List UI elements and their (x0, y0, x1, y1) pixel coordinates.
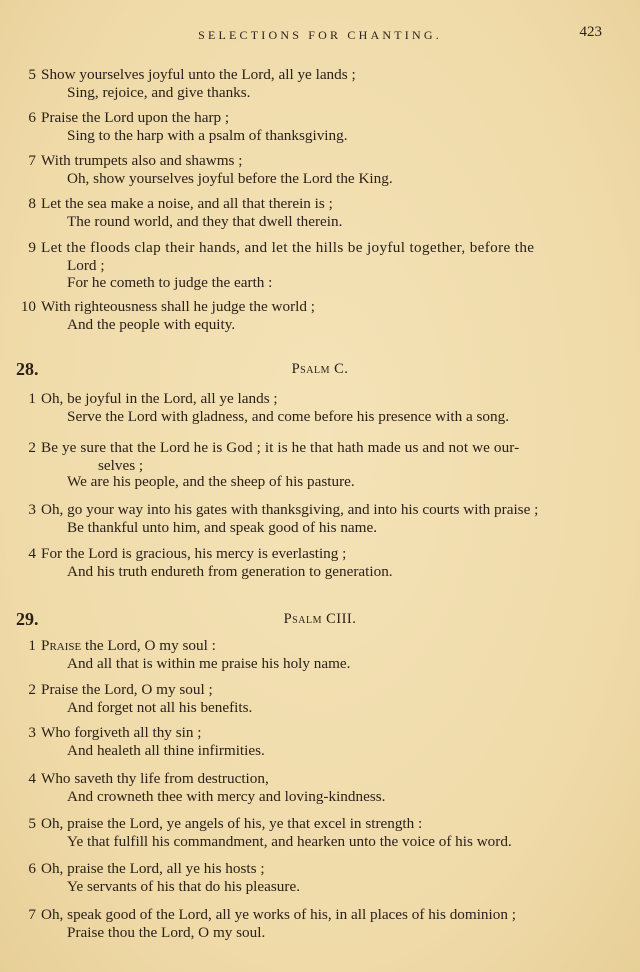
verse-number: 3 (28, 724, 36, 741)
verse-number: 8 (28, 195, 36, 212)
verse-response: And crowneth thee with mercy and loving-kindness. (67, 788, 386, 805)
verse-line: Praise the Lord upon the harp ; (41, 109, 230, 126)
verse-response: Sing to the harp with a psalm of thanksgiving. (67, 127, 348, 144)
verse-line: Oh, praise the Lord, ye angels of his, ye that excel in strength : (41, 815, 423, 832)
verse-line: Who saveth thy life from destruction, (41, 770, 269, 787)
verse-line: Who forgiveth all thy sin ; (41, 724, 202, 741)
verse-response: Oh, show yourselves joyful before the Lord the King. (67, 170, 393, 187)
verse-response: For he cometh to judge the earth : (67, 274, 273, 291)
running-title: SELECTIONS FOR CHANTING. (198, 28, 442, 42)
verse-response: And healeth all thine infirmities. (67, 742, 265, 759)
verse-number: 7 (28, 152, 36, 169)
drop-word: Praise (41, 637, 82, 654)
verse-response: Be thankful unto him, and speak good of his name. (67, 519, 378, 536)
verse-line: Show yourselves joyful unto the Lord, all ye lands ; (41, 66, 356, 83)
verse-response: Ye that fulfill his commandment, and hearken unto the voice of his word. (67, 833, 512, 850)
selection-number: 28. (16, 359, 39, 379)
verse-number: 2 (28, 681, 36, 698)
verse-line-rest: the Lord, O my soul : (81, 637, 216, 654)
verse-line: For the Lord is gracious, his mercy is everlasting ; (41, 545, 347, 562)
verse-response: Ye servants of his that do his pleasure. (67, 878, 300, 895)
verse-response: Serve the Lord with gladness, and come before his presence with a song. (67, 408, 509, 425)
verse-response: We are his people, and the sheep of his pasture. (67, 473, 355, 490)
verse-line: Let the floods clap their hands, and let the hills be joyful together, before the (41, 239, 535, 256)
verse-number: 7 (28, 906, 36, 923)
verse-response: Sing, rejoice, and give thanks. (67, 84, 251, 101)
verse-number: 10 (20, 298, 36, 315)
verse-number: 4 (28, 770, 36, 787)
verse-response: Praise thou the Lord, O my soul. (67, 924, 266, 941)
selection-number: 29. (16, 609, 39, 629)
verse-response: And all that is within me praise his holy name. (67, 655, 351, 672)
verse-number: 5 (28, 66, 36, 83)
verse-line-continuation: Lord ; (67, 257, 105, 274)
verse-line: With trumpets also and shawms ; (41, 152, 243, 169)
page-number: 423 (579, 24, 602, 40)
verse-response: The round world, and they that dwell therein. (67, 213, 343, 230)
verse-line: Oh, speak good of the Lord, all ye works of his, in all places of his dominion ; (41, 906, 516, 923)
verse-line: Oh, go your way into his gates with thanksgiving, and into his courts with praise ; (41, 501, 539, 518)
verse-line-continuation: selves ; (98, 457, 144, 474)
verse-line: Praise the Lord, O my soul ; (41, 681, 213, 698)
verse-response: And forget not all his benefits. (67, 699, 253, 716)
psalm-heading: Psalm CIII. (283, 611, 357, 627)
verse-number: 4 (28, 545, 36, 562)
verse-number: 6 (28, 109, 36, 126)
verse-line: With righteousness shall he judge the world ; (41, 298, 315, 315)
verse-number: 3 (28, 501, 36, 518)
verse-number: 6 (28, 860, 36, 877)
verse-line (41, 637, 216, 654)
verse-response: And his truth endureth from generation to generation. (67, 563, 393, 580)
verse-number: 2 (28, 439, 36, 456)
verse-line: Oh, be joyful in the Lord, all ye lands ; (41, 390, 278, 407)
psalm-heading: Psalm C. (291, 361, 349, 377)
verse-line: Oh, praise the Lord, all ye his hosts ; (41, 860, 265, 877)
verse-number: 9 (28, 239, 36, 256)
verse-response: And the people with equity. (67, 316, 236, 333)
verse-number: 5 (28, 815, 36, 832)
verse-number: 1 (28, 637, 36, 654)
verse-line: Let the sea make a noise, and all that therein is ; (41, 195, 333, 212)
verse-number: 1 (28, 390, 36, 407)
verse-line: Be ye sure that the Lord he is God ; it is he that hath made us and not we our- (41, 439, 520, 456)
